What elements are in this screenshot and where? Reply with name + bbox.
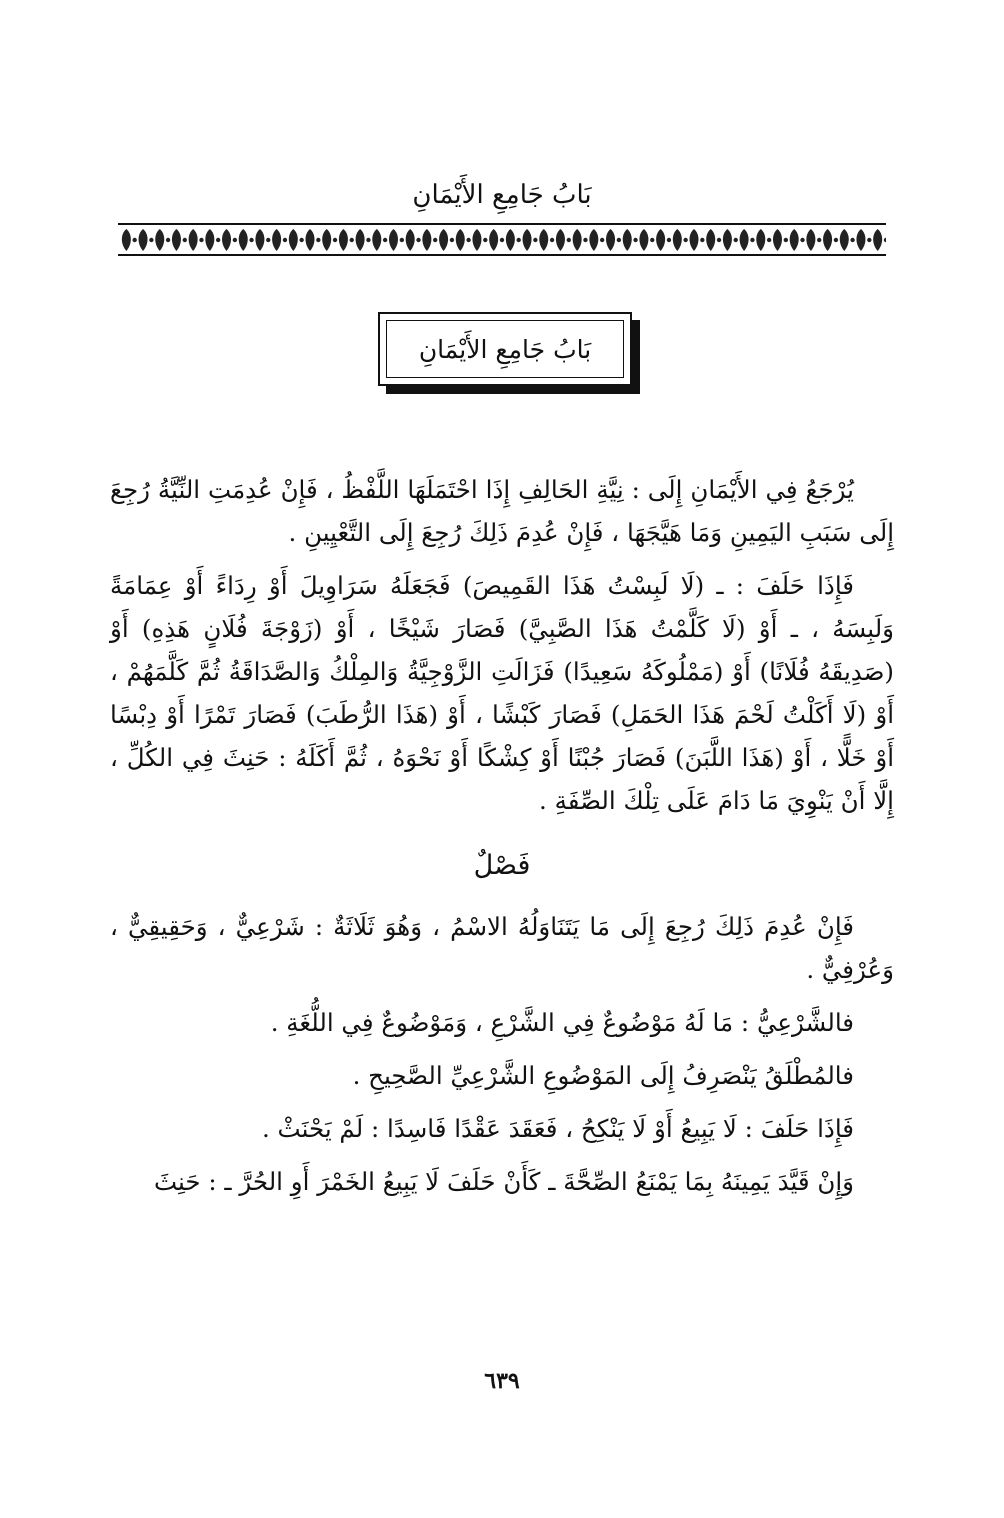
section-intro: فَإِنْ عُدِمَ ذَلِكَ رُجِعَ إِلَى مَا يَتَنَاوَلُهُ الاسْمُ ، وَهُوَ ثَلَاثَةٌ : شَرْعِيٌّ ، وَحَقِيقِيٌّ ، وَعُرْفِيٌّ . <box>110 912 894 984</box>
section-line-shari: فالشَّرْعِيُّ : مَا لَهُ مَوْضُوعٌ فِي الشَّرْعِ ، وَمَوْضُوعٌ فِي اللُّغَةِ . <box>270 1008 854 1037</box>
section-heading: فَصْلٌ <box>473 850 531 881</box>
ornament-motif <box>422 229 431 251</box>
main-text <box>110 468 894 1213</box>
ornament-motif <box>539 229 548 251</box>
ornament-dot <box>817 238 821 242</box>
ornament-dot <box>533 238 537 242</box>
chapter-title-box <box>378 312 632 386</box>
ornament-dot <box>283 238 287 242</box>
ornament-dot <box>433 238 437 242</box>
ornamental-border-divider <box>118 222 886 258</box>
ornament-motif <box>673 229 682 251</box>
ornament-motif <box>506 229 515 251</box>
ornament-dot <box>667 238 671 242</box>
ornament-dot <box>199 238 203 242</box>
ornament-motif <box>372 229 381 251</box>
ornament-dot <box>734 238 738 242</box>
ornament-motif <box>790 229 799 251</box>
ornament-dot <box>600 238 604 242</box>
ornament-motif <box>389 229 398 251</box>
ornament-dot <box>416 238 420 242</box>
ornament-dot <box>784 238 788 242</box>
ornament-dot <box>216 238 220 242</box>
ornament-motif <box>356 229 365 251</box>
ornament-dot <box>717 238 721 242</box>
ornament-dot <box>483 238 487 242</box>
ornament-motif <box>756 229 765 251</box>
ornament-dot <box>800 238 804 242</box>
ornament-dot <box>884 238 886 242</box>
ornament-motif <box>623 229 632 251</box>
ornament-dot <box>350 238 354 242</box>
ornament-motif <box>322 229 331 251</box>
ornament-dot <box>149 238 153 242</box>
ornament-dot <box>383 238 387 242</box>
chapter-title: بَابُ جَامِعِ الأَيْمَانِ <box>386 320 624 378</box>
ornament-dot <box>450 238 454 242</box>
ornament-motif <box>690 229 699 251</box>
ornament-motif <box>639 229 648 251</box>
ornament-motif <box>523 229 532 251</box>
ornament-dot <box>750 238 754 242</box>
ornament-motif <box>873 229 882 251</box>
ornament-motif <box>272 229 281 251</box>
ornament-motif <box>456 229 465 251</box>
ornament-motif <box>289 229 298 251</box>
ornament-motif <box>222 229 231 251</box>
ornament-motif <box>155 229 164 251</box>
ornament-dot <box>266 238 270 242</box>
ornament-motif <box>573 229 582 251</box>
ornament-dot <box>834 238 838 242</box>
section-line-halaf: فَإِذَا حَلَفَ : لَا يَبِيعُ أَوْ لَا يَنْكِحُ ، فَعَقَدَ عَقْدًا فَاسِدًا : لَمْ يَحْنَثْ . <box>261 1114 854 1143</box>
ornament-dot <box>683 238 687 242</box>
ornament-motif <box>806 229 815 251</box>
page-number: ٦٣٩ <box>484 1368 520 1394</box>
ornament-dot <box>466 238 470 242</box>
ornament-dot <box>617 238 621 242</box>
ornament-dot <box>166 238 170 242</box>
ornament-motif <box>556 229 565 251</box>
section-line-mutlaq: فالمُطْلَقُ يَنْصَرِفُ إِلَى المَوْضُوعِ الشَّرْعِيِّ الصَّحِيحِ . <box>352 1061 854 1090</box>
ornament-motif <box>840 229 849 251</box>
ornament-motif <box>306 229 315 251</box>
ornament-dot <box>132 238 136 242</box>
section-last-line: وَإِنْ قَيَّدَ يَمِينَهُ بِمَا يَمْنَعُ الصِّحَّةَ ـ كَأَنْ حَلَفَ لَا يَبِيعُ الخَمْرَ أَوِ الحُرَّ ـ : حَنِثَ <box>153 1167 854 1196</box>
paragraph-intro: يُرْجَعُ فِي الأَيْمَانِ إِلَى : نِيَّةِ الحَالِفِ إِذَا احْتَمَلَهَا اللَّفْظُ ، فَإِنْ عُدِمَتِ النِّيَّةُ رُجِعَ إِلَى سَبَبِ اليَمِينِ وَمَا هَيَّجَهَا ، فَإِنْ عُدِمَ ذَلِكَ رُجِعَ إِلَى التَّعْيِينِ . <box>110 475 894 547</box>
ornament-dot <box>183 238 187 242</box>
ornament-motif <box>172 229 181 251</box>
ornament-dot <box>249 238 253 242</box>
ornament-motif <box>740 229 749 251</box>
ornament-motif <box>773 229 782 251</box>
ornament-motif <box>239 229 248 251</box>
ornament-dot <box>767 238 771 242</box>
ornament-motif <box>339 229 348 251</box>
ornament-dot <box>400 238 404 242</box>
ornament-dot <box>550 238 554 242</box>
ornament-motif <box>489 229 498 251</box>
ornament-motif <box>139 229 148 251</box>
ornament-motif <box>723 229 732 251</box>
ornament-motif <box>823 229 832 251</box>
ornament-motif <box>656 229 665 251</box>
ornament-dot <box>233 238 237 242</box>
paragraph-examples: فَإِذَا حَلَفَ : ـ (لَا لَبِسْتُ هَذَا القَمِيصَ) فَجَعَلَهُ سَرَاوِيلَ أَوْ رِدَاءً أَوْ عِمَامَةً وَلَبِسَهُ ، ـ أَوْ (لَا كَلَّمْتُ هَذَا الصَّبِيَّ) فَصَارَ شَيْخًا ، أَوْ (زَوْجَةَ فُلَانٍ هَذِهِ) أَوْ (صَدِيقَهُ فُلَانًا) أَوْ (مَمْلُوكَهُ سَعِيدًا) فَزَالَتِ الزَّوْجِيَّةُ وَالمِلْكُ وَالصَّدَاقَةُ ثُمَّ كَلَّمَهُمْ ، أَوْ (لَا أَكَلْتُ لَحْمَ هَذَا الحَمَلِ) فَصَارَ كَبْشًا ، أَوْ (هَذَا الرُّطَبَ) فَصَارَ تَمْرًا أَوْ دِبْسًا أَوْ خَلًّا ، أَوْ (هَذَا اللَّبَنَ) فَصَارَ جُبْنًا أَوْ كِشْكًا أَوْ نَحْوَهُ ، ثُمَّ أَكَلَهُ : حَنِثَ فِي الكُلِّ ، إِلَّا أَنْ يَنْوِيَ مَا دَامَ عَلَى تِلْكَ الصِّفَةِ . <box>110 571 894 815</box>
ornament-motif <box>589 229 598 251</box>
ornament-dot <box>650 238 654 242</box>
ornament-dot <box>567 238 571 242</box>
ornament-motif <box>606 229 615 251</box>
ornament-dot <box>333 238 337 242</box>
ornament-dot <box>850 238 854 242</box>
ornament-motif <box>189 229 198 251</box>
ornament-motif <box>205 229 214 251</box>
ornament-motif <box>472 229 481 251</box>
ornament-dot <box>366 238 370 242</box>
ornament-dot <box>867 238 871 242</box>
ornament-dot <box>299 238 303 242</box>
ornament-dot <box>500 238 504 242</box>
ornament-dot <box>316 238 320 242</box>
ornament-motif <box>856 229 865 251</box>
ornament-motif <box>406 229 415 251</box>
ornament-motif <box>122 229 131 251</box>
ornament-dot <box>633 238 637 242</box>
ornament-dot <box>583 238 587 242</box>
ornament-motif <box>706 229 715 251</box>
ornament-motif <box>439 229 448 251</box>
ornament-motif <box>255 229 264 251</box>
running-header: بَابُ جَامِعِ الأَيْمَانِ <box>412 180 592 210</box>
ornament-dot <box>700 238 704 242</box>
ornament-dot <box>516 238 520 242</box>
